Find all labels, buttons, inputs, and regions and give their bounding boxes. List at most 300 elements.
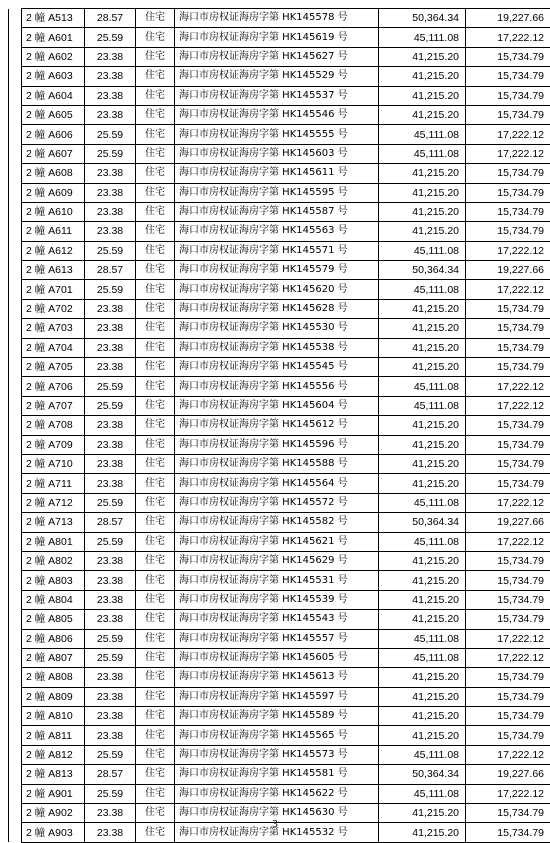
- unit-cell: 2 幢 A608: [22, 164, 85, 183]
- area-cell: 23.38: [85, 47, 136, 66]
- certificate-cell: 海口市房权证海房字第 HK145571 号: [175, 241, 379, 260]
- area-cell: 23.38: [85, 707, 136, 726]
- row-margin-cell: [9, 280, 22, 299]
- certificate-cell: 海口市房权证海房字第 HK145529 号: [175, 67, 379, 86]
- usage-cell: 住宅: [136, 745, 175, 764]
- unit-cell: 2 幢 A703: [22, 319, 85, 338]
- area-cell: 23.38: [85, 726, 136, 745]
- certificate-cell: 海口市房权证海房字第 HK145629 号: [175, 551, 379, 570]
- table-row: [9, 222, 550, 241]
- page-number: 3: [0, 818, 550, 830]
- unit-cell: 2 幢 A805: [22, 610, 85, 629]
- amount-cell: 41,215.20: [379, 823, 466, 842]
- row-margin-cell: [9, 9, 22, 28]
- amount-cell: 41,215.20: [379, 610, 466, 629]
- amount-cell: 45,111.08: [379, 493, 466, 512]
- price-cell: 15,734.79: [466, 590, 550, 609]
- certificate-cell: 海口市房权证海房字第 HK145532 号: [175, 823, 379, 842]
- unit-cell: 2 幢 A804: [22, 590, 85, 609]
- usage-cell: 住宅: [136, 338, 175, 357]
- area-cell: 25.59: [85, 28, 136, 47]
- certificate-cell: 海口市房权证海房字第 HK145628 号: [175, 299, 379, 318]
- area-cell: 23.38: [85, 202, 136, 221]
- unit-cell: 2 幢 A813: [22, 765, 85, 784]
- price-cell: 19,227.66: [466, 261, 550, 280]
- amount-cell: 45,111.08: [379, 144, 466, 163]
- price-cell: 15,734.79: [466, 105, 550, 124]
- table-row: [9, 202, 550, 221]
- certificate-cell: 海口市房权证海房字第 HK145613 号: [175, 668, 379, 687]
- row-margin-cell: [9, 67, 22, 86]
- table-row: [9, 396, 550, 415]
- unit-cell: 2 幢 A812: [22, 745, 85, 764]
- usage-cell: 住宅: [136, 241, 175, 260]
- table-row: [9, 338, 550, 357]
- certificate-cell: 海口市房权证海房字第 HK145545 号: [175, 358, 379, 377]
- certificate-cell: 海口市房权证海房字第 HK145572 号: [175, 493, 379, 512]
- table-row: [9, 241, 550, 260]
- row-margin-cell: [9, 745, 22, 764]
- price-cell: 15,734.79: [466, 707, 550, 726]
- price-cell: 17,222.12: [466, 377, 550, 396]
- unit-cell: 2 幢 A811: [22, 726, 85, 745]
- amount-cell: 41,215.20: [379, 571, 466, 590]
- row-margin-cell: [9, 648, 22, 667]
- price-cell: 15,734.79: [466, 474, 550, 493]
- price-cell: 17,222.12: [466, 532, 550, 551]
- price-cell: 17,222.12: [466, 144, 550, 163]
- table-row: [9, 67, 550, 86]
- certificate-cell: 海口市房权证海房字第 HK145579 号: [175, 261, 379, 280]
- price-cell: 15,734.79: [466, 571, 550, 590]
- usage-cell: 住宅: [136, 202, 175, 221]
- table-row: [9, 668, 550, 687]
- row-margin-cell: [9, 377, 22, 396]
- unit-cell: 2 幢 A901: [22, 784, 85, 803]
- unit-cell: 2 幢 A803: [22, 571, 85, 590]
- row-margin-cell: [9, 726, 22, 745]
- amount-cell: 41,215.20: [379, 590, 466, 609]
- usage-cell: 住宅: [136, 454, 175, 473]
- row-margin-cell: [9, 105, 22, 124]
- unit-cell: 2 幢 A613: [22, 261, 85, 280]
- usage-cell: 住宅: [136, 590, 175, 609]
- usage-cell: 住宅: [136, 551, 175, 570]
- row-margin-cell: [9, 299, 22, 318]
- amount-cell: 45,111.08: [379, 241, 466, 260]
- area-cell: 25.59: [85, 745, 136, 764]
- unit-cell: 2 幢 A611: [22, 222, 85, 241]
- price-cell: 17,222.12: [466, 125, 550, 144]
- area-cell: 23.38: [85, 358, 136, 377]
- area-cell: 23.38: [85, 319, 136, 338]
- amount-cell: 41,215.20: [379, 86, 466, 105]
- amount-cell: 41,215.20: [379, 222, 466, 241]
- table-row: [9, 532, 550, 551]
- certificate-cell: 海口市房权证海房字第 HK145612 号: [175, 416, 379, 435]
- row-margin-cell: [9, 125, 22, 144]
- row-margin-cell: [9, 687, 22, 706]
- area-cell: 23.38: [85, 86, 136, 105]
- area-cell: 23.38: [85, 571, 136, 590]
- row-margin-cell: [9, 532, 22, 551]
- certificate-cell: 海口市房权证海房字第 HK145622 号: [175, 784, 379, 803]
- table-row: [9, 765, 550, 784]
- usage-cell: 住宅: [136, 299, 175, 318]
- price-cell: 17,222.12: [466, 629, 550, 648]
- amount-cell: 45,111.08: [379, 280, 466, 299]
- table-row: [9, 454, 550, 473]
- price-cell: 15,734.79: [466, 358, 550, 377]
- unit-cell: 2 幢 A711: [22, 474, 85, 493]
- price-cell: 19,227.66: [466, 513, 550, 532]
- row-margin-cell: [9, 396, 22, 415]
- amount-cell: 50,364.34: [379, 765, 466, 784]
- price-cell: 15,734.79: [466, 823, 550, 842]
- amount-cell: 41,215.20: [379, 416, 466, 435]
- row-margin-cell: [9, 454, 22, 473]
- area-cell: 25.59: [85, 648, 136, 667]
- row-margin-cell: [9, 707, 22, 726]
- usage-cell: 住宅: [136, 823, 175, 842]
- row-margin-cell: [9, 513, 22, 532]
- price-cell: 15,734.79: [466, 687, 550, 706]
- row-margin-cell: [9, 202, 22, 221]
- price-cell: 15,734.79: [466, 319, 550, 338]
- row-margin-cell: [9, 765, 22, 784]
- usage-cell: 住宅: [136, 396, 175, 415]
- price-cell: 15,734.79: [466, 47, 550, 66]
- area-cell: 28.57: [85, 765, 136, 784]
- unit-cell: 2 幢 A709: [22, 435, 85, 454]
- row-margin-cell: [9, 261, 22, 280]
- row-margin-cell: [9, 222, 22, 241]
- area-cell: 23.38: [85, 687, 136, 706]
- table-row: [9, 164, 550, 183]
- certificate-cell: 海口市房权证海房字第 HK145630 号: [175, 804, 379, 823]
- certificate-cell: 海口市房权证海房字第 HK145546 号: [175, 105, 379, 124]
- unit-cell: 2 幢 A809: [22, 687, 85, 706]
- unit-cell: 2 幢 A810: [22, 707, 85, 726]
- table-row: [9, 9, 550, 28]
- price-cell: 19,227.66: [466, 9, 550, 28]
- price-cell: 15,734.79: [466, 164, 550, 183]
- row-margin-cell: [9, 319, 22, 338]
- unit-cell: 2 幢 A903: [22, 823, 85, 842]
- amount-cell: 50,364.34: [379, 261, 466, 280]
- area-cell: 25.59: [85, 784, 136, 803]
- usage-cell: 住宅: [136, 9, 175, 28]
- usage-cell: 住宅: [136, 648, 175, 667]
- table-row: [9, 648, 550, 667]
- area-cell: 25.59: [85, 377, 136, 396]
- certificate-cell: 海口市房权证海房字第 HK145564 号: [175, 474, 379, 493]
- area-cell: 28.57: [85, 261, 136, 280]
- row-margin-cell: [9, 416, 22, 435]
- area-cell: 23.38: [85, 454, 136, 473]
- certificate-cell: 海口市房权证海房字第 HK145619 号: [175, 28, 379, 47]
- certificate-cell: 海口市房权证海房字第 HK145581 号: [175, 765, 379, 784]
- area-cell: 28.57: [85, 513, 136, 532]
- unit-cell: 2 幢 A701: [22, 280, 85, 299]
- amount-cell: 41,215.20: [379, 164, 466, 183]
- certificate-cell: 海口市房权证海房字第 HK145589 号: [175, 707, 379, 726]
- unit-cell: 2 幢 A713: [22, 513, 85, 532]
- table-row: [9, 435, 550, 454]
- table-row: [9, 493, 550, 512]
- price-cell: 15,734.79: [466, 202, 550, 221]
- row-margin-cell: [9, 590, 22, 609]
- row-margin-cell: [9, 338, 22, 357]
- price-cell: 15,734.79: [466, 804, 550, 823]
- amount-cell: 41,215.20: [379, 454, 466, 473]
- certificate-cell: 海口市房权证海房字第 HK145543 号: [175, 610, 379, 629]
- unit-cell: 2 幢 A609: [22, 183, 85, 202]
- usage-cell: 住宅: [136, 571, 175, 590]
- certificate-cell: 海口市房权证海房字第 HK145556 号: [175, 377, 379, 396]
- unit-cell: 2 幢 A705: [22, 358, 85, 377]
- price-cell: 15,734.79: [466, 668, 550, 687]
- amount-cell: 45,111.08: [379, 784, 466, 803]
- certificate-cell: 海口市房权证海房字第 HK145604 号: [175, 396, 379, 415]
- table-row: [9, 319, 550, 338]
- unit-cell: 2 幢 A712: [22, 493, 85, 512]
- price-cell: 17,222.12: [466, 784, 550, 803]
- area-cell: 23.38: [85, 804, 136, 823]
- table-row: [9, 474, 550, 493]
- usage-cell: 住宅: [136, 222, 175, 241]
- area-cell: 23.38: [85, 67, 136, 86]
- unit-cell: 2 幢 A607: [22, 144, 85, 163]
- amount-cell: 50,364.34: [379, 513, 466, 532]
- row-margin-cell: [9, 435, 22, 454]
- area-cell: 23.38: [85, 299, 136, 318]
- certificate-cell: 海口市房权证海房字第 HK145573 号: [175, 745, 379, 764]
- price-cell: 15,734.79: [466, 67, 550, 86]
- usage-cell: 住宅: [136, 532, 175, 551]
- table-row: [9, 377, 550, 396]
- row-margin-cell: [9, 493, 22, 512]
- certificate-cell: 海口市房权证海房字第 HK145620 号: [175, 280, 379, 299]
- usage-cell: 住宅: [136, 784, 175, 803]
- row-margin-cell: [9, 144, 22, 163]
- price-cell: 15,734.79: [466, 338, 550, 357]
- usage-cell: 住宅: [136, 687, 175, 706]
- usage-cell: 住宅: [136, 707, 175, 726]
- amount-cell: 41,215.20: [379, 474, 466, 493]
- amount-cell: 41,215.20: [379, 804, 466, 823]
- row-margin-cell: [9, 784, 22, 803]
- area-cell: 23.38: [85, 668, 136, 687]
- area-cell: 25.59: [85, 241, 136, 260]
- table-row: [9, 125, 550, 144]
- amount-cell: 45,111.08: [379, 125, 466, 144]
- amount-cell: 45,111.08: [379, 28, 466, 47]
- certificate-cell: 海口市房权证海房字第 HK145530 号: [175, 319, 379, 338]
- unit-cell: 2 幢 A802: [22, 551, 85, 570]
- certificate-cell: 海口市房权证海房字第 HK145582 号: [175, 513, 379, 532]
- amount-cell: 41,215.20: [379, 202, 466, 221]
- table-row: [9, 687, 550, 706]
- usage-cell: 住宅: [136, 144, 175, 163]
- usage-cell: 住宅: [136, 164, 175, 183]
- table-row: [9, 571, 550, 590]
- amount-cell: 41,215.20: [379, 47, 466, 66]
- price-cell: 15,734.79: [466, 726, 550, 745]
- usage-cell: 住宅: [136, 105, 175, 124]
- certificate-cell: 海口市房权证海房字第 HK145578 号: [175, 9, 379, 28]
- usage-cell: 住宅: [136, 125, 175, 144]
- unit-cell: 2 幢 A902: [22, 804, 85, 823]
- area-cell: 25.59: [85, 396, 136, 415]
- unit-cell: 2 幢 A612: [22, 241, 85, 260]
- amount-cell: 41,215.20: [379, 435, 466, 454]
- price-cell: 15,734.79: [466, 551, 550, 570]
- table-row: [9, 745, 550, 764]
- table-row: [9, 299, 550, 318]
- area-cell: 23.38: [85, 222, 136, 241]
- area-cell: 23.38: [85, 183, 136, 202]
- unit-cell: 2 幢 A801: [22, 532, 85, 551]
- amount-cell: 41,215.20: [379, 319, 466, 338]
- row-margin-cell: [9, 474, 22, 493]
- area-cell: 25.59: [85, 629, 136, 648]
- unit-cell: 2 幢 A605: [22, 105, 85, 124]
- usage-cell: 住宅: [136, 183, 175, 202]
- row-margin-cell: [9, 629, 22, 648]
- usage-cell: 住宅: [136, 629, 175, 648]
- amount-cell: 41,215.20: [379, 707, 466, 726]
- property-table: [8, 8, 550, 843]
- amount-cell: 41,215.20: [379, 67, 466, 86]
- row-margin-cell: [9, 241, 22, 260]
- unit-cell: 2 幢 A602: [22, 47, 85, 66]
- unit-cell: 2 幢 A708: [22, 416, 85, 435]
- price-cell: 17,222.12: [466, 241, 550, 260]
- certificate-cell: 海口市房权证海房字第 HK145565 号: [175, 726, 379, 745]
- certificate-cell: 海口市房权证海房字第 HK145621 号: [175, 532, 379, 551]
- unit-cell: 2 幢 A807: [22, 648, 85, 667]
- area-cell: 23.38: [85, 338, 136, 357]
- certificate-cell: 海口市房权证海房字第 HK145597 号: [175, 687, 379, 706]
- price-cell: 19,227.66: [466, 765, 550, 784]
- certificate-cell: 海口市房权证海房字第 HK145605 号: [175, 648, 379, 667]
- row-margin-cell: [9, 571, 22, 590]
- amount-cell: 45,111.08: [379, 745, 466, 764]
- area-cell: 23.38: [85, 416, 136, 435]
- table-row: [9, 551, 550, 570]
- price-cell: 15,734.79: [466, 610, 550, 629]
- certificate-cell: 海口市房权证海房字第 HK145555 号: [175, 125, 379, 144]
- usage-cell: 住宅: [136, 668, 175, 687]
- table-row: [9, 261, 550, 280]
- usage-cell: 住宅: [136, 280, 175, 299]
- unit-cell: 2 幢 A706: [22, 377, 85, 396]
- usage-cell: 住宅: [136, 28, 175, 47]
- unit-cell: 2 幢 A513: [22, 9, 85, 28]
- area-cell: 23.38: [85, 435, 136, 454]
- unit-cell: 2 幢 A603: [22, 67, 85, 86]
- amount-cell: 45,111.08: [379, 396, 466, 415]
- usage-cell: 住宅: [136, 67, 175, 86]
- unit-cell: 2 幢 A808: [22, 668, 85, 687]
- amount-cell: 45,111.08: [379, 532, 466, 551]
- usage-cell: 住宅: [136, 435, 175, 454]
- usage-cell: 住宅: [136, 261, 175, 280]
- price-cell: 17,222.12: [466, 648, 550, 667]
- certificate-cell: 海口市房权证海房字第 HK145537 号: [175, 86, 379, 105]
- usage-cell: 住宅: [136, 726, 175, 745]
- usage-cell: 住宅: [136, 493, 175, 512]
- amount-cell: 41,215.20: [379, 687, 466, 706]
- row-margin-cell: [9, 668, 22, 687]
- area-cell: 25.59: [85, 144, 136, 163]
- table-row: [9, 358, 550, 377]
- usage-cell: 住宅: [136, 513, 175, 532]
- table-row: [9, 610, 550, 629]
- table-row: [9, 105, 550, 124]
- table-row: [9, 726, 550, 745]
- certificate-cell: 海口市房权证海房字第 HK145596 号: [175, 435, 379, 454]
- table-row: [9, 629, 550, 648]
- amount-cell: 45,111.08: [379, 629, 466, 648]
- unit-cell: 2 幢 A710: [22, 454, 85, 473]
- price-cell: 15,734.79: [466, 86, 550, 105]
- price-cell: 17,222.12: [466, 280, 550, 299]
- price-cell: 15,734.79: [466, 416, 550, 435]
- table-row: [9, 513, 550, 532]
- amount-cell: 41,215.20: [379, 338, 466, 357]
- price-cell: 17,222.12: [466, 745, 550, 764]
- table-row: [9, 707, 550, 726]
- table-row: [9, 28, 550, 47]
- usage-cell: 住宅: [136, 474, 175, 493]
- amount-cell: 41,215.20: [379, 358, 466, 377]
- property-table-body: [9, 9, 550, 843]
- row-margin-cell: [9, 86, 22, 105]
- unit-cell: 2 幢 A707: [22, 396, 85, 415]
- area-cell: 25.59: [85, 493, 136, 512]
- amount-cell: 41,215.20: [379, 105, 466, 124]
- usage-cell: 住宅: [136, 416, 175, 435]
- row-margin-cell: [9, 358, 22, 377]
- row-margin-cell: [9, 28, 22, 47]
- price-cell: 15,734.79: [466, 454, 550, 473]
- amount-cell: 41,215.20: [379, 551, 466, 570]
- unit-cell: 2 幢 A702: [22, 299, 85, 318]
- row-margin-cell: [9, 164, 22, 183]
- amount-cell: 41,215.20: [379, 668, 466, 687]
- usage-cell: 住宅: [136, 358, 175, 377]
- amount-cell: 41,215.20: [379, 183, 466, 202]
- usage-cell: 住宅: [136, 377, 175, 396]
- usage-cell: 住宅: [136, 804, 175, 823]
- unit-cell: 2 幢 A606: [22, 125, 85, 144]
- price-cell: 15,734.79: [466, 299, 550, 318]
- area-cell: 23.38: [85, 105, 136, 124]
- table-row: [9, 86, 550, 105]
- unit-cell: 2 幢 A704: [22, 338, 85, 357]
- property-table-container: [8, 8, 541, 843]
- usage-cell: 住宅: [136, 47, 175, 66]
- area-cell: 23.38: [85, 590, 136, 609]
- price-cell: 17,222.12: [466, 396, 550, 415]
- price-cell: 15,734.79: [466, 435, 550, 454]
- amount-cell: 41,215.20: [379, 299, 466, 318]
- row-margin-cell: [9, 183, 22, 202]
- price-cell: 17,222.12: [466, 493, 550, 512]
- table-row: [9, 183, 550, 202]
